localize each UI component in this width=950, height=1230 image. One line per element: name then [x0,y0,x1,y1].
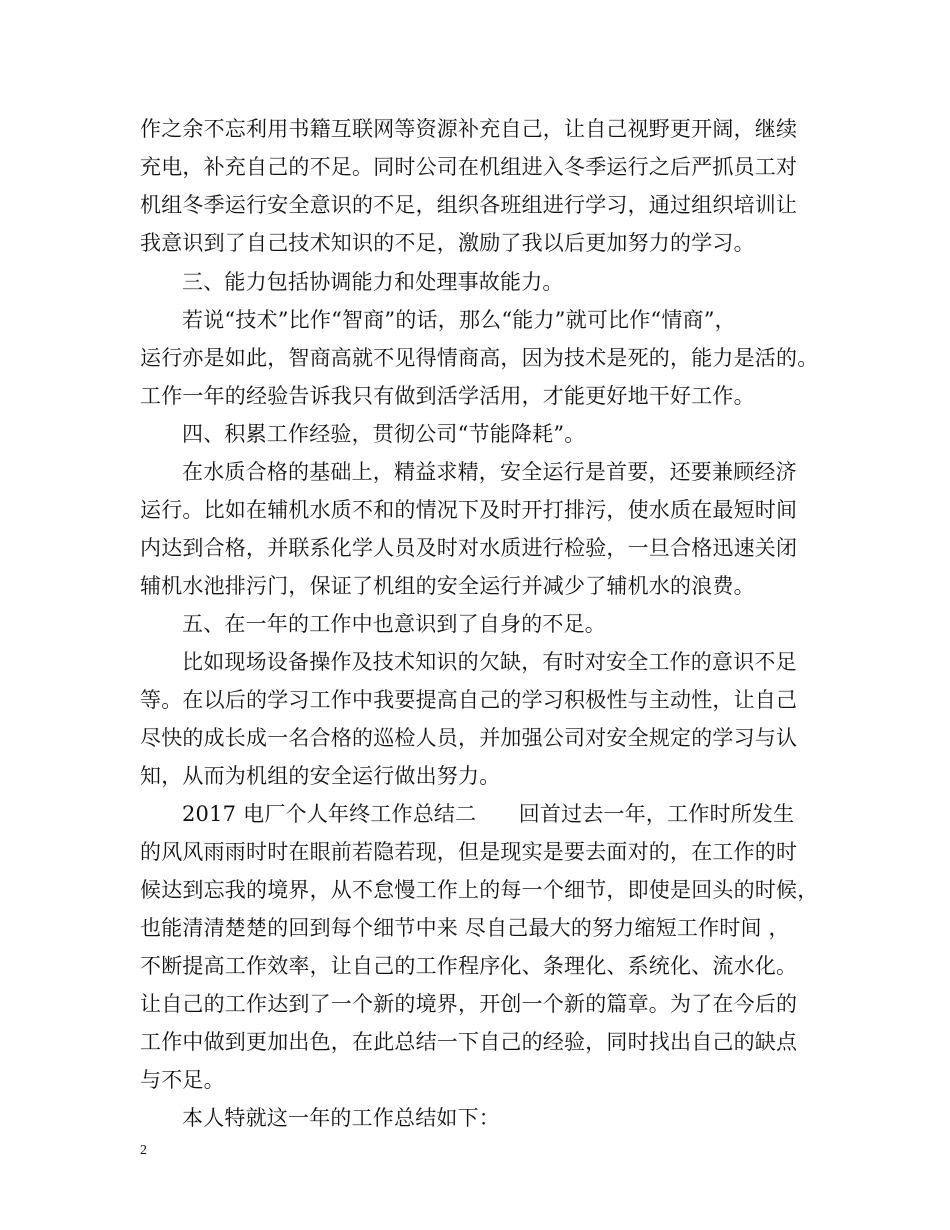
text-line: 工作中做到更加出色，在此总结一下自己的经验，同时找出自己的缺点 [140,1030,798,1054]
text-line: 作之余不忘利用书籍互联网等资源补充自己，让自己视野更开阔，继续 [140,117,798,141]
text-line: 辅机水池排污门，保证了机组的安全运行并减少了辅机水的浪费。 [140,574,755,598]
section-heading: 2017 电厂个人年终工作总结二 回首过去一年，工作时所发生 [182,802,795,826]
text-line: 比如现场设备操作及技术知识的欠缺，有时对安全工作的意识不足 [182,650,797,674]
text-line: 我意识到了自己技术知识的不足，激励了我以后更加努力的学习。 [140,231,755,255]
text-line: 候达到忘我的境界，从不怠慢工作上的每一个细节，即使是回头的时候， [140,878,819,902]
text-line: 若说“技术”比作“智商”的话，那么“能力”就可比作“情商”， [182,308,736,332]
text-line: 的风风雨雨时时在眼前若隐若现，但是现实是要去面对的，在工作的时 [140,840,798,864]
section-heading: 四、积累工作经验，贯彻公司“节能降耗”。 [182,422,586,446]
text-line: 运行。比如在辅机水质不和的情况下及时开打排污，使水质在最短时间 [140,498,798,522]
text-line: 尽快的成长成一名合格的巡检人员，并加强公司对安全规定的学习与认 [140,726,798,750]
text-line: 本人特就这一年的工作总结如下： [182,1106,500,1130]
text-line: 不断提高工作效率，让自己的工作程序化、条理化、系统化、流水化。 [140,954,798,978]
text-line: 在水质合格的基础上，精益求精，安全运行是首要，还要兼顾经济 [182,460,797,484]
page-number: 2 [140,1143,147,1158]
text-line: 与不足。 [140,1068,225,1092]
section-heading: 五、在一年的工作中也意识到了自身的不足。 [182,612,606,636]
text-line: 机组冬季运行安全意识的不足，组织各班组进行学习，通过组织培训让 [140,193,798,217]
text-line: 工作一年的经验告诉我只有做到活学活用，才能更好地干好工作。 [140,384,755,408]
section-heading: 三、能力包括协调能力和处理事故能力。 [182,270,564,294]
text-line: 内达到合格，并联系化学人员及时对水质进行检验，一旦合格迅速关闭 [140,536,798,560]
text-line: 知，从而为机组的安全运行做出努力。 [140,764,501,788]
text-line: 也能清清楚楚的回到每个细节中来 尽自己最大的努力缩短工作时间 ， [140,916,790,940]
text-line: 让自己的工作达到了一个新的境界，开创一个新的篇章。为了在今后的 [140,992,798,1016]
text-line: 等。在以后的学习工作中我要提高自己的学习积极性与主动性，让自己 [140,688,798,712]
text-line: 充电，补充自己的不足。同时公司在机组进入冬季运行之后严抓员工对 [140,155,798,179]
text-line: 运行亦是如此，智商高就不见得情商高，因为技术是死的，能力是活的。 [140,346,819,370]
